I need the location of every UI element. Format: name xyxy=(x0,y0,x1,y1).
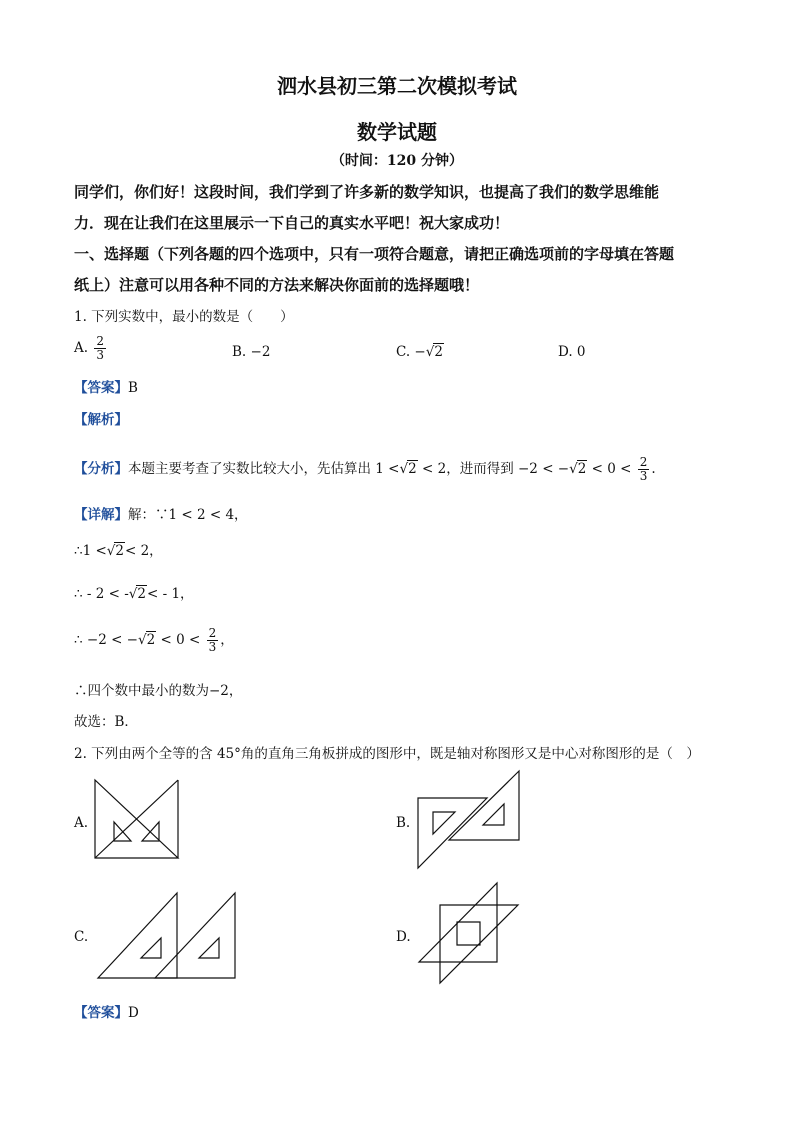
sqrt-icon: √ xyxy=(106,543,116,559)
numerator: 2 xyxy=(639,455,648,469)
xj3-b: < - 1， xyxy=(146,586,194,602)
xiangjie-line-4 xyxy=(74,627,234,654)
q2-figure-d xyxy=(415,880,525,988)
fenxi-end: . xyxy=(651,461,656,477)
fraction xyxy=(638,456,650,483)
numerator: 2 xyxy=(208,626,217,640)
fraction xyxy=(94,335,106,362)
sqrt-icon: √ xyxy=(138,632,147,648)
sqrt-icon: √ xyxy=(425,344,435,360)
q1-option-c-label: C. − xyxy=(396,344,426,360)
q2-option-a-label: A. xyxy=(74,815,89,831)
q1-option-a xyxy=(74,335,108,362)
xiangjie-line-5: ∴四个数中最小的数为−2， xyxy=(74,683,243,699)
intro-line-2: 力．现在让我们在这里展示一下自己的真实水平吧！祝大家成功！ xyxy=(74,214,510,232)
denominator: 3 xyxy=(639,469,648,483)
xj4-a: ∴ −2 < − xyxy=(74,632,138,648)
xj3-a: ∴ - 2 < - xyxy=(74,586,129,602)
q1-stem: 1. 下列实数中，最小的数是（ ） xyxy=(74,309,294,325)
xj4-b: < 0 < xyxy=(160,632,201,648)
fenxi-math-2b: < 0 < xyxy=(591,461,632,477)
numerator: 2 xyxy=(96,334,104,348)
radicand: 2 xyxy=(408,461,417,477)
inner-triangle xyxy=(483,804,504,825)
xj2-a: ∴1 < xyxy=(74,543,107,559)
q2-figure-a xyxy=(90,775,185,865)
fenxi-tag: 【分析】 xyxy=(74,461,128,477)
fenxi-math-2a: −2 < − xyxy=(518,461,570,477)
q2-option-c-label: C. xyxy=(74,929,89,945)
q1-option-b: B. −2 xyxy=(232,344,271,360)
sqrt-icon: √ xyxy=(569,461,578,477)
inner-triangle xyxy=(141,938,161,958)
radicand: 2 xyxy=(434,344,443,360)
xiangjie-line-3 xyxy=(74,584,194,604)
section-line-2: 纸上）注意可以用各种不同的方法来解决你面前的选择题哦！ xyxy=(74,276,480,294)
fraction xyxy=(207,627,219,654)
inner-square xyxy=(457,922,480,945)
exam-title: 泗水县初三第二次模拟考试 xyxy=(277,74,517,98)
sqrt-icon: √ xyxy=(128,586,138,602)
fenxi-text-1: 本题主要考查了实数比较大小，先估算出 xyxy=(128,461,371,477)
xiangjie-line-2 xyxy=(74,541,163,561)
answer-tag: 【答案】 xyxy=(74,1005,128,1021)
section-line-1: 一、选择题（下列各题的四个选项中，只有一项符合题意，请把正确选项前的字母填在答题 xyxy=(74,245,675,263)
sqrt-icon: √ xyxy=(399,461,409,477)
q1-answer xyxy=(74,378,138,398)
radicand: 2 xyxy=(137,586,146,602)
xj4-c: ， xyxy=(220,632,234,648)
xiangjie-line-1: 解：∵1 < 2 < 4， xyxy=(128,507,248,523)
xiangjie-line-6: 故选：B． xyxy=(74,714,138,730)
triangle-right xyxy=(449,771,519,840)
triangle-right xyxy=(155,893,235,978)
time-limit: （时间：120 分钟） xyxy=(330,153,464,169)
answer-tag: 【答案】 xyxy=(74,380,128,396)
q2-figure-c xyxy=(95,890,240,985)
q1-analysis xyxy=(74,410,128,430)
fenxi-math-1b: < 2 xyxy=(422,461,447,477)
radicand: 2 xyxy=(577,461,587,477)
triangle-left xyxy=(418,798,487,868)
q1-xiangjie xyxy=(74,505,248,525)
q1-option-c xyxy=(396,342,444,362)
q2-option-d-label: D. xyxy=(396,929,411,945)
triangle-1 xyxy=(440,905,518,983)
q1-option-a-label: A. xyxy=(74,340,89,356)
fenxi-text-2: ，进而得到 xyxy=(446,461,514,477)
q1-option-d: D. 0 xyxy=(558,344,586,360)
inner-triangle xyxy=(433,812,455,834)
xj2-b: < 2， xyxy=(124,543,163,559)
answer-value: D xyxy=(128,1005,139,1021)
q2-figure-b xyxy=(415,768,525,873)
q1-fenxi xyxy=(74,456,656,483)
subject-title: 数学试题 xyxy=(357,120,437,144)
q2-stem: 2. 下列由两个全等的含 45°角的直角三角板拼成的图形中，既是轴对称图形又是中心对称图形的是（ ） xyxy=(74,746,700,762)
inner-triangle xyxy=(199,938,219,958)
q2-option-b-label: B. xyxy=(396,815,411,831)
denominator: 3 xyxy=(208,640,217,654)
intro-line-1: 同学们，你们好！这段时间，我们学到了许多新的数学知识，也提高了我们的数学思维能 xyxy=(74,183,660,201)
xiangjie-tag: 【详解】 xyxy=(74,507,128,523)
radicand: 2 xyxy=(115,543,124,559)
radicand: 2 xyxy=(146,632,156,648)
fenxi-math-1a: 1 < xyxy=(375,461,400,477)
triangle-left xyxy=(98,893,177,978)
denominator: 3 xyxy=(96,348,104,362)
analysis-tag: 【解析】 xyxy=(74,412,128,428)
q2-answer xyxy=(74,1003,139,1023)
answer-value: B xyxy=(128,380,138,396)
